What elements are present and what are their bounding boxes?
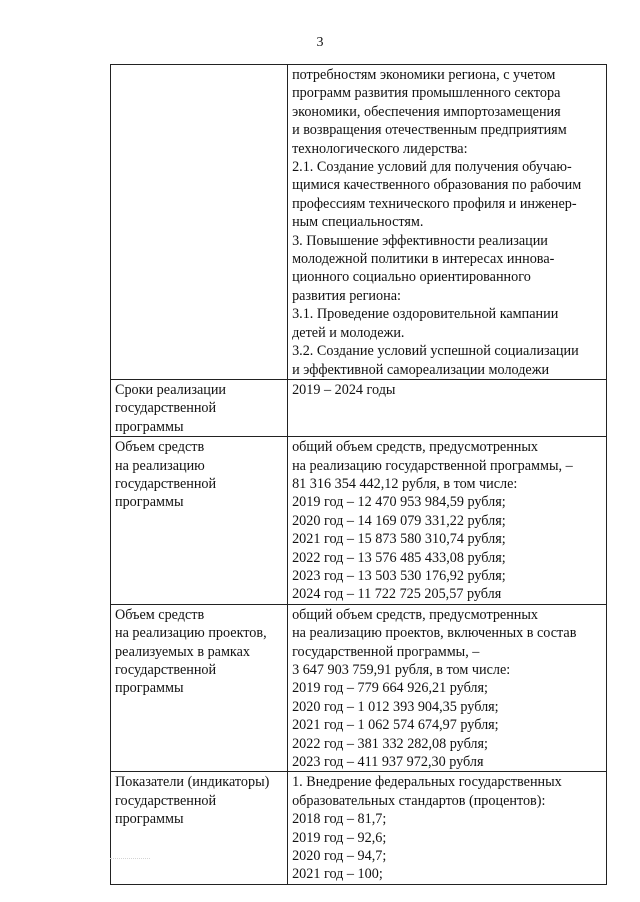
text-line: общий объем средств, предусмотренных: [292, 606, 539, 623]
text-line: развития региона:: [292, 287, 401, 304]
text-line: 2.1. Создание условий для получения обучаю-: [292, 159, 572, 176]
text-line: 2021 год – 100;: [292, 866, 383, 883]
text-line: 2024 год – 11 722 725 205,57 рубля: [292, 586, 502, 603]
text-line: 2023 год – 13 503 530 176,92 рубля;: [292, 567, 506, 584]
text-line: на реализацию государственной программы, –: [292, 457, 573, 474]
text-line: профессиям технического профиля и инженер-: [292, 195, 577, 212]
row-value-cell: [288, 379, 607, 436]
row-label-cell: [111, 772, 288, 884]
text-line: и возвращения отечественным предприятиям: [292, 122, 567, 139]
label-line: государственной: [115, 475, 217, 492]
row-value-cell: [288, 65, 607, 380]
row-value-cell: [288, 772, 607, 884]
text-line: ционного социально ориентированного: [292, 269, 531, 286]
label-line: Сроки реализации: [115, 381, 227, 398]
text-line: государственной программы, –: [292, 643, 480, 660]
label-line: Показатели (индикаторы): [115, 774, 270, 791]
table-row: [111, 65, 607, 380]
text-line: программ развития промышленного сектора: [292, 85, 561, 102]
scan-artifact-dots: [110, 858, 150, 861]
page-number: 3: [316, 35, 324, 50]
text-line: потребностям экономики региона, с учетом: [292, 67, 556, 83]
text-line: 2023 год – 411 937 972,30 рубля: [292, 754, 484, 771]
label-line: государственной: [115, 792, 217, 809]
row-label-cell: [111, 379, 288, 436]
label-line: Объем средств: [115, 606, 205, 623]
text-line: 2019 год – 92,6;: [292, 829, 387, 846]
text-line: технологического лидерства:: [292, 140, 468, 157]
text-line: щимися качественного образования по рабочим: [292, 177, 582, 194]
text-line: 2020 год – 94,7;: [292, 848, 387, 865]
table-row: [111, 437, 607, 605]
text-line: 2020 год – 1 012 393 904,35 рубля;: [292, 698, 499, 715]
text-line: 2022 год – 381 332 282,08 рубля;: [292, 735, 488, 752]
text-line: 3. Повышение эффективности реализации: [292, 232, 548, 249]
label-line: программы: [115, 680, 184, 697]
table-row: [111, 772, 607, 884]
text-line: 3.2. Создание условий успешной социализации: [292, 343, 579, 360]
label-line: Объем средств: [115, 439, 205, 456]
row-value-cell: [288, 604, 607, 772]
text-line: и эффективной самореализации молодежи: [292, 361, 550, 378]
text-line: 81 316 354 442,12 рубля, в том числе:: [292, 475, 518, 492]
table-row: [111, 379, 607, 436]
label-line: на реализацию проектов,: [115, 625, 267, 642]
text-line: 3.1. Проведение оздоровительной кампании: [292, 306, 559, 323]
text-line: ным специальностям.: [292, 214, 424, 231]
program-passport-table: [110, 64, 607, 885]
label-line: программы: [115, 418, 184, 435]
row-value-cell: [288, 437, 607, 605]
label-line: реализуемых в рамках: [115, 643, 251, 660]
text-line: 2018 год – 81,7;: [292, 811, 387, 828]
label-line: программы: [115, 811, 184, 828]
text-line: 2019 год – 12 470 953 984,59 рубля;: [292, 494, 506, 511]
text-line: 2022 год – 13 576 485 433,08 рубля;: [292, 549, 506, 566]
text-line: 1. Внедрение федеральных государственных: [292, 774, 562, 791]
label-line: государственной: [115, 662, 217, 678]
text-line: 2019 год – 779 664 926,21 рубля;: [292, 680, 488, 697]
table-row: [111, 604, 607, 772]
text-line: на реализацию проектов, включенных в состав: [292, 625, 577, 642]
row-label-cell: [111, 437, 288, 605]
text-line: 2021 год – 1 062 574 674,97 рубля;: [292, 717, 499, 734]
text-line: образовательных стандартов (процентов):: [292, 792, 546, 809]
row-label-cell: [111, 65, 288, 380]
text-line: общий объем средств, предусмотренных: [292, 439, 539, 456]
text-line: 2021 год – 15 873 580 310,74 рубля;: [292, 531, 506, 548]
text-line: экономики, обеспечения импортозамещения: [292, 103, 561, 120]
label-line: на реализацию: [115, 457, 205, 474]
text-line: молодежной политики в интересах иннова-: [292, 251, 555, 268]
text-line: 2019 – 2024 годы: [292, 381, 396, 398]
label-line: программы: [115, 494, 184, 511]
row-label-cell: [111, 604, 288, 772]
text-line: 3 647 903 759,91 рубля, в том числе:: [292, 662, 511, 678]
label-line: государственной: [115, 400, 217, 417]
text-line: детей и молодежи.: [292, 324, 405, 341]
text-line: 2020 год – 14 169 079 331,22 рубля;: [292, 512, 506, 529]
